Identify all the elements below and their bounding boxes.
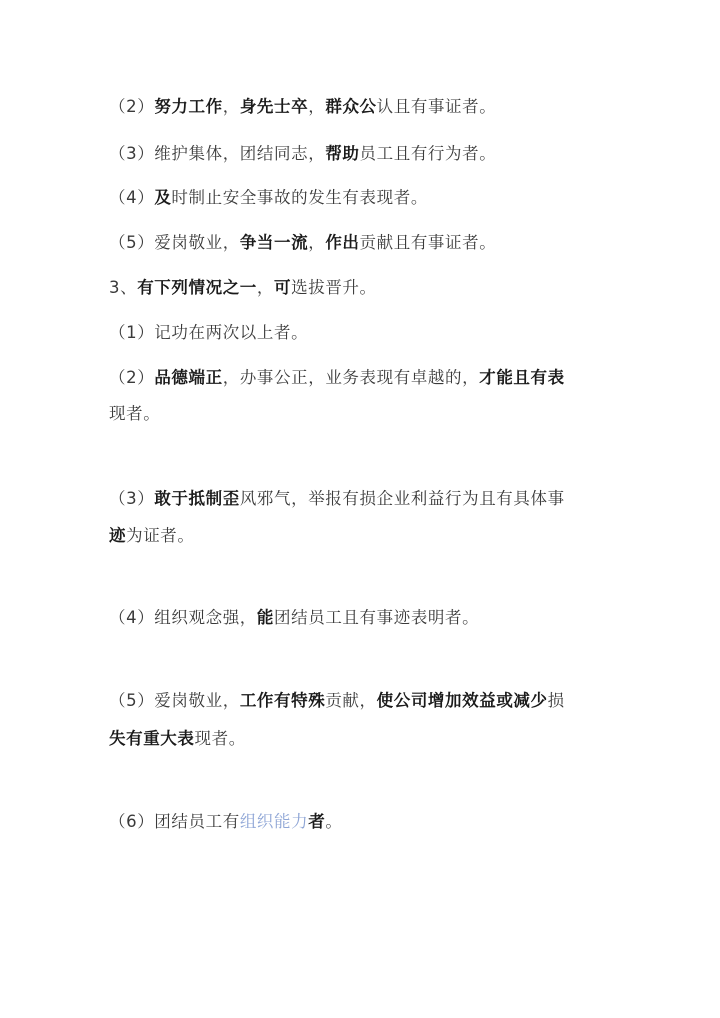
text-run: ， — [256, 278, 275, 297]
bold-text: 努力工作 — [154, 97, 223, 116]
bold-text: 身先士卒 — [239, 97, 309, 116]
text-run: 风邪气，举报有损企业利益行为且有具体事 — [239, 489, 565, 508]
text-run: （3） — [109, 489, 155, 508]
text-run: 。 — [325, 812, 343, 831]
text-run: 团结员工且有事迹表明者。 — [274, 608, 480, 627]
text-run: （6）团结员工有 — [109, 812, 240, 831]
bold-text: 迹 — [109, 526, 127, 545]
bold-text: 敢于抵制歪 — [154, 489, 240, 508]
text-run: 贡献， — [325, 691, 377, 710]
text-line — [109, 322, 619, 344]
text-run: ， — [222, 97, 240, 116]
text-run: 损 — [547, 691, 565, 710]
text-run: ，办事公正，业务表现有卓越的， — [222, 368, 480, 387]
text-run: 员工且有行为者。 — [359, 144, 497, 163]
text-line — [109, 367, 619, 389]
text-run: （2） — [109, 97, 155, 116]
text-run: 现者。 — [194, 729, 246, 748]
text-line — [109, 277, 619, 299]
text-line — [109, 607, 619, 629]
bold-text: 及 — [154, 188, 172, 207]
text-line — [109, 96, 619, 118]
bold-text: 品德端正 — [154, 368, 223, 387]
text-run: ， — [308, 233, 326, 252]
bold-text: 帮助 — [325, 144, 360, 163]
bold-text: 能 — [256, 608, 275, 627]
bold-text: 工作有特殊 — [239, 691, 326, 710]
bold-text: 有下列情况之一 — [137, 278, 257, 297]
text-run: （4）组织观念强， — [109, 608, 257, 627]
text-run: 时制止安全事故的发生有表现者。 — [171, 188, 428, 207]
text-line — [109, 690, 619, 712]
text-run: 认且有事证者。 — [376, 97, 497, 116]
text-line — [109, 232, 619, 254]
text-line — [109, 728, 619, 750]
bold-text: 才能且有表 — [479, 368, 565, 387]
bold-text: 可 — [274, 278, 292, 297]
text-run: （2） — [109, 368, 155, 387]
text-line — [109, 811, 619, 833]
bold-text: 作出 — [325, 233, 360, 252]
text-run: 为证者。 — [126, 526, 195, 545]
text-run: ， — [308, 97, 326, 116]
text-line — [109, 525, 619, 547]
link-text[interactable]: 组织能力 — [239, 812, 309, 831]
text-line — [109, 143, 619, 165]
text-run: （5）爱岗敬业， — [109, 233, 240, 252]
text-line — [109, 187, 619, 209]
text-line — [109, 403, 619, 425]
text-run: （3）维护集体，团结同志， — [109, 144, 326, 163]
text-run: 贡献且有事证者。 — [359, 233, 497, 252]
text-run: （4） — [109, 188, 155, 207]
text-line — [109, 488, 619, 510]
bold-text: 争当一流 — [239, 233, 309, 252]
bold-text: 使公司增加效益或减少 — [376, 691, 548, 710]
text-run: 3、 — [109, 278, 138, 297]
text-run: （5）爱岗敬业， — [109, 691, 240, 710]
text-run: 现者。 — [109, 404, 161, 423]
text-run: （1）记功在两次以上者。 — [109, 323, 309, 342]
bold-text: 失有重大表 — [109, 729, 195, 748]
bold-text: 群众公 — [325, 97, 377, 116]
bold-text: 者 — [308, 812, 326, 831]
text-run: 选拔晋升。 — [291, 278, 377, 297]
